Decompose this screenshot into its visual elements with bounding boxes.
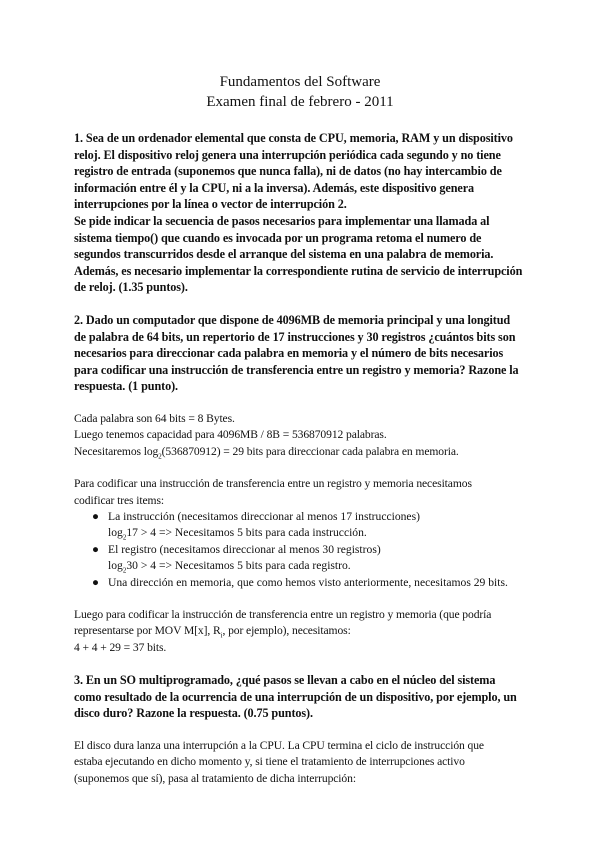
q1-line: Se pide indicar la secuencia de pasos necesarios para implementar una llamada al xyxy=(74,213,490,228)
log-result-text: (536870912) = 29 bits para direccionar cada palabra en memoria. xyxy=(161,444,459,458)
q3-answer xyxy=(74,738,526,787)
answer-line: Luego tenemos capacidad para 4096MB / 8B = 536870912 palabras. xyxy=(74,428,387,442)
bullet-icon: ● xyxy=(92,575,100,589)
register-subscript: i xyxy=(220,631,223,640)
log-text: log xyxy=(108,526,123,540)
log-result-text: 30 > 4 => Necesitamos 5 bits para cada registro. xyxy=(126,559,351,573)
q1-line: interrupciones por la línea o vector de interrupción 2. xyxy=(74,197,347,212)
item-text: El registro (necesitamos direccionar al menos 30 registros) xyxy=(108,542,381,556)
q2-line: de palabra de 64 bits, un repertorio de 17 instrucciones y 30 registros ¿cuántos bits son xyxy=(74,329,516,344)
answer-line: Para codificar una instrucción de transferencia entre un registro y memoria necesitamos xyxy=(74,477,472,491)
q2-answer-encoding xyxy=(74,476,526,591)
q1-line: de reloj. (1.35 puntos). xyxy=(74,280,188,295)
item-log xyxy=(108,525,526,541)
q2-line: respuesta. (1 punto). xyxy=(74,379,178,394)
q2-line: necesarios para direccionar cada palabra en memoria y el número de bits necesarios xyxy=(74,346,504,361)
spacer xyxy=(74,460,526,476)
q2-line: 2. Dado un computador que dispone de 4096MB de memoria principal y una longitud xyxy=(74,312,511,327)
conclusion-line: 4 + 4 + 29 = 37 bits. xyxy=(74,640,167,654)
question-1 xyxy=(74,130,526,296)
answer-line: El disco dura lanza una interrupción a la CPU. La CPU termina el ciclo de instrucción que xyxy=(74,738,484,752)
q3-line: como resultado de la ocurrencia de una interrupción de un dispositivo, por ejemplo, un xyxy=(74,689,517,704)
answer-line: Cada palabra son 64 bits = 8 Bytes. xyxy=(74,411,235,425)
title-line-exam: Examen final de febrero - 2011 xyxy=(206,94,394,110)
log-subscript: 2 xyxy=(158,452,162,461)
q2-conclusion xyxy=(74,607,526,656)
title-line-course: Fundamentos del Software xyxy=(219,74,381,90)
document-title xyxy=(74,72,526,112)
q1-line: información entre él y la CPU, ni a la inversa). Además, este dispositivo genera xyxy=(74,180,475,195)
bullet-icon: ● xyxy=(92,542,100,556)
log-text: log xyxy=(108,559,123,573)
spacer xyxy=(74,395,526,411)
q1-line: segundos transcurridos desde el arranque del sistema en una palabra de memoria. xyxy=(74,247,494,262)
q1-line: 1. Sea de un ordenador elemental que consta de CPU, memoria, RAM y un dispositivo xyxy=(74,131,513,145)
list-item xyxy=(92,542,526,575)
encoding-items-list xyxy=(74,509,526,591)
log-result-text: 17 > 4 => Necesitamos 5 bits para cada instrucción. xyxy=(126,526,367,540)
list-item xyxy=(92,575,526,591)
answer-line: codificar tres items: xyxy=(74,493,164,507)
bullet-icon: ● xyxy=(92,509,100,523)
q2-line: para codificar una instrucción de transferencia entre un registro y memoria? Razone la xyxy=(74,362,519,377)
log-subscript: 2 xyxy=(122,566,127,575)
spacer xyxy=(74,591,526,607)
answer-line: (suponemos que sí), pasa al tratamiento de dicha interrupción: xyxy=(74,771,356,785)
conclusion-text: , por ejemplo), necesitamos: xyxy=(222,624,351,638)
answer-line-log xyxy=(74,444,526,460)
item-text: Una dirección en memoria, que como hemos visto anteriormente, necesitamos 29 bits. xyxy=(108,575,508,589)
q1-line: registro de entrada (suponemos que nunca falla), ni de datos (no hay intercambio de xyxy=(74,164,502,179)
q1-line: Además, es necesario implementar la correspondiente rutina de servicio de interrupción xyxy=(74,263,523,278)
question-2 xyxy=(74,312,526,395)
conclusion-text: representarse por MOV M[x], R xyxy=(74,624,221,638)
q1-line: sistema tiempo() que cuando es invocada por un programa retoma el numero de xyxy=(74,230,482,245)
conclusion-line: Luego para codificar la instrucción de transferencia entre un registro y memoria (que podría xyxy=(74,607,492,621)
question-3 xyxy=(74,672,526,722)
q2-answer-addressing xyxy=(74,411,526,460)
spacer xyxy=(74,656,526,672)
q1-line: reloj. El dispositivo reloj genera una interrupción periódica cada segundo y no tiene xyxy=(74,147,501,162)
log-subscript: 2 xyxy=(122,533,127,542)
spacer xyxy=(74,722,526,738)
list-item xyxy=(92,509,526,542)
log-text: Necesitaremos log xyxy=(74,444,159,458)
q3-line: disco duro? Razone la respuesta. (0.75 puntos). xyxy=(74,706,313,721)
q3-line: 3. En un SO multiprogramado, ¿qué pasos se llevan a cabo en el núcleo del sistema xyxy=(74,673,496,688)
spacer xyxy=(74,296,526,312)
item-log xyxy=(108,558,526,574)
item-text: La instrucción (necesitamos direccionar al menos 17 instrucciones) xyxy=(108,509,420,523)
conclusion-line xyxy=(74,623,526,639)
answer-line: estaba ejecutando en dicho momento y, si tiene el tratamiento de interrupciones activo xyxy=(74,755,465,769)
